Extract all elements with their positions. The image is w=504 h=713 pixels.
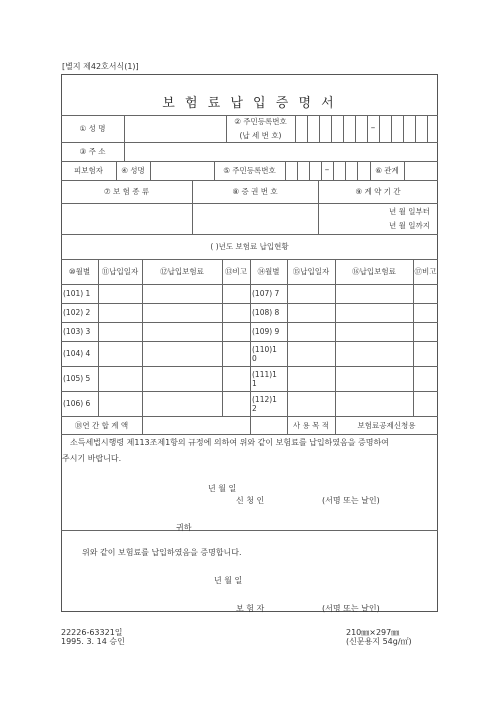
table-row-month: (102) 2 — [63, 308, 91, 317]
insured-rrn-dash: – — [324, 165, 330, 175]
col-premium-left: ⑫납입보험료 — [160, 267, 204, 276]
certify-text-1: 소득세법시행령 제113조제1항의 규정에 의하여 위와 같이 보험료를 납입하였음을 증명하여 — [70, 438, 389, 447]
divider — [379, 115, 380, 142]
applicant-rrn-sublabel: (납 세 번 호) — [239, 130, 282, 140]
table-row-month: (107) 7 — [252, 289, 280, 298]
divider — [297, 161, 298, 180]
table-row-month: (106) 6 — [63, 399, 91, 408]
divider — [343, 115, 344, 142]
applicant-sign-label: 신 청 인 — [236, 496, 265, 505]
divider — [404, 161, 405, 180]
col-month-left: ⑩월별 — [68, 267, 91, 276]
form-number: [별지 제42호서식(1)] — [62, 62, 139, 71]
applicant-name-label: ① 성 명 — [79, 124, 106, 133]
divider — [309, 161, 310, 180]
divider — [150, 161, 151, 180]
footer-approval: 1995. 3. 14 승인 — [61, 637, 125, 646]
table-row-month: (103) 3 — [63, 327, 91, 336]
purpose-label: 사 용 목 적 — [292, 420, 330, 430]
divider — [61, 530, 438, 531]
insurance-type-label: ⑦ 보 험 종 류 — [103, 187, 150, 196]
divider — [355, 115, 356, 142]
insurer-label: 보 험 자 — [236, 604, 265, 613]
divider — [391, 115, 392, 142]
footer-paper: (신문용지 54g/㎡) — [346, 637, 412, 646]
table-row-month: (108) 8 — [252, 308, 280, 317]
insured-name-label: ④ 성명 — [121, 166, 145, 175]
divider — [307, 115, 308, 142]
applicant-name-field[interactable] — [124, 115, 226, 142]
issue-date: 년 월 일 — [214, 576, 243, 585]
addressee: 귀하 — [176, 523, 192, 532]
insured-label: 피보험자 — [74, 166, 103, 175]
col-date-right: ⑮납입일자 — [292, 267, 330, 276]
annual-total-label: ⑱연 간 합 계 액 — [74, 420, 129, 430]
rrn-dash: – — [370, 123, 376, 133]
contract-period-label: ⑨ 계 약 기 간 — [355, 187, 401, 196]
divider — [333, 161, 334, 180]
col-note-right: ⑰비고 — [414, 267, 437, 276]
divider — [61, 434, 438, 435]
period-from: 년 월 일부터 — [389, 207, 430, 216]
status-title: ( )년도 보험료 납입현황 — [210, 242, 289, 251]
period-to: 년 월 일까지 — [389, 221, 430, 230]
table-row-month: (109) 9 — [252, 327, 280, 336]
table-row-month: (110)1 0 — [252, 344, 277, 363]
policy-number-label: ⑧ 증 권 번 호 — [232, 187, 278, 196]
divider — [319, 115, 320, 142]
certify-text-3: 위와 같이 보험료를 납입하였음을 증명합니다. — [82, 548, 242, 557]
table-row-month: (112)1 2 — [252, 394, 277, 413]
page-title: 보 험 료 납 입 증 명 서 — [162, 96, 337, 111]
col-month-right: ⑭월별 — [257, 267, 280, 276]
table-row-month: (105) 5 — [63, 374, 91, 383]
divider — [415, 115, 416, 142]
col-note-left: ⑬비고 — [225, 267, 247, 276]
divider — [345, 161, 346, 180]
divider — [295, 115, 296, 142]
divider — [403, 115, 404, 142]
table-row-month: (104) 4 — [63, 349, 91, 358]
annual-total-field[interactable] — [142, 416, 250, 434]
footer-form-code: 22226-63321일 — [61, 628, 123, 637]
table-row-month: (111)1 1 — [252, 369, 277, 388]
applicant-signature: (서명 또는 날인) — [322, 496, 380, 505]
insured-rrn-label: ⑤ 주민등록번호 — [223, 166, 276, 175]
table-row-month: (101) 1 — [63, 289, 91, 298]
request-date: 년 월 일 — [208, 484, 237, 493]
address-label: ③ 주 소 — [79, 147, 106, 156]
col-premium-right: ⑯납입보험료 — [352, 267, 396, 276]
purpose-value: 보험료공제신청용 — [357, 420, 416, 430]
divider — [357, 161, 358, 180]
applicant-rrn-label: ② 주민등록번호 — [234, 117, 287, 126]
divider — [427, 115, 428, 142]
col-date-left: ⑪납입일자 — [101, 267, 139, 276]
insured-relation-label: ⑥ 관계 — [375, 166, 399, 175]
footer-size: 210㎜×297㎜ — [346, 628, 400, 637]
certify-text-2: 주시기 바랍니다. — [62, 454, 122, 463]
divider — [285, 161, 286, 180]
divider — [61, 203, 438, 204]
divider — [331, 115, 332, 142]
insurer-signature: (서명 또는 날인) — [322, 604, 380, 613]
address-field[interactable] — [124, 142, 438, 161]
